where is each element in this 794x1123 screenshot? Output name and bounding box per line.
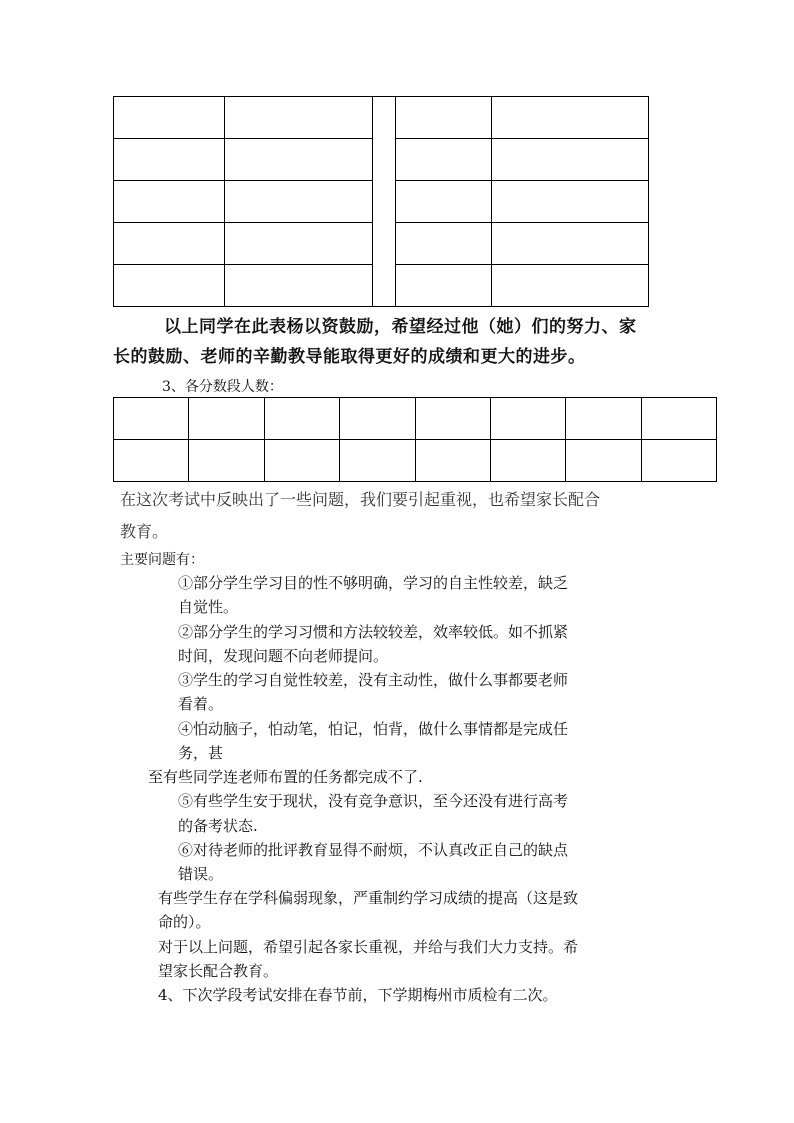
honor-table-left-cell <box>114 265 225 307</box>
problem-4-line-b: 务，甚 <box>178 744 224 762</box>
score-table-cell <box>415 398 490 440</box>
honor-table-right-row <box>396 265 649 307</box>
score-table-cell <box>189 398 264 440</box>
score-table-cell <box>114 440 189 482</box>
problem-3-line-b: 看着。 <box>178 695 224 713</box>
honor-table-right-cell <box>396 97 492 139</box>
problem-1-line-a: ①部分学生学习目的性不够明确，学习的自主性较差，缺乏 <box>178 574 569 592</box>
problem-1-line-b: 自觉性。 <box>178 598 239 616</box>
honor-table-right-cell <box>492 181 649 223</box>
honor-table-right-row <box>396 223 649 265</box>
score-table-cell <box>264 440 339 482</box>
section-3-heading: 3、各分数段人数： <box>162 379 283 395</box>
subject-weakness-line-1: 有些学生存在学科偏弱现象，严重制约学习成绩的提高（这是致 <box>158 889 579 907</box>
honor-table-right-cell <box>492 139 649 181</box>
honor-table-right-cell <box>492 265 649 307</box>
score-table-cell <box>566 398 641 440</box>
honor-table-left-row <box>114 223 373 265</box>
score-table-cell <box>340 398 415 440</box>
honor-table-right-cell <box>396 223 492 265</box>
honor-table-left-cell <box>225 265 373 307</box>
problem-6-line-b: 错误。 <box>178 865 224 883</box>
honor-table-left <box>113 96 373 307</box>
honor-table-right-cell <box>396 265 492 307</box>
problem-3-line-a: ③学生的学习自觉性较差，没有主动性，做什么事都要老师 <box>178 671 569 689</box>
honor-table-left-cell <box>225 139 373 181</box>
honor-table-left-row <box>114 97 373 139</box>
problem-4-line-a: ④怕动脑子，怕动笔，怕记，怕背，做什么事情都是完成任 <box>178 720 569 738</box>
problem-5-line-a: ⑤有些学生安于现状，没有竞争意识，至今还没有进行高考 <box>178 792 569 810</box>
honor-table-left-row <box>114 265 373 307</box>
honor-table-right-cell <box>492 97 649 139</box>
problem-5-line-b: 的备考状态. <box>178 817 258 835</box>
honor-table-right-row <box>396 181 649 223</box>
honor-table-left-cell <box>114 223 225 265</box>
honor-table-right-row <box>396 97 649 139</box>
score-table-cell <box>264 398 339 440</box>
main-problems-label: 主要问题有： <box>120 552 204 568</box>
score-table-cell <box>566 440 641 482</box>
score-table-cell <box>340 440 415 482</box>
honor-table-right-cell <box>492 223 649 265</box>
honor-table-right <box>395 96 649 307</box>
problem-6-line-a: ⑥对待老师的批评教育显得不耐烦，不认真改正自己的缺点 <box>178 841 569 859</box>
honor-table-right-cell <box>396 181 492 223</box>
score-table-row <box>114 398 717 440</box>
praise-line-1: 以上同学在此表杨以资鼓励，希望经过他（她）们的努力、家 <box>164 317 637 337</box>
score-table-cell <box>114 398 189 440</box>
honor-table-left-cell <box>225 181 373 223</box>
parent-request-line-2: 望家长配合教育。 <box>158 962 279 980</box>
score-distribution-table <box>113 397 717 482</box>
honor-table-left-cell <box>225 223 373 265</box>
honor-table-left-cell <box>114 181 225 223</box>
problem-2-line-b: 时间，发现问题不向老师提问。 <box>178 647 389 665</box>
parent-request-line-1: 对于以上问题，希望引起各家长重视，并给与我们大力支持。希 <box>158 938 579 956</box>
honor-table-left-cell <box>114 97 225 139</box>
score-table-cell <box>641 398 716 440</box>
score-table-cell <box>415 440 490 482</box>
section-4-text: 4、下次学段考试安排在春节前，下学期梅州市质检有二次。 <box>158 986 558 1004</box>
praise-line-2: 长的鼓励、老师的辛勤教导能取得更好的成绩和更大的进步。 <box>113 347 586 367</box>
score-table-cell <box>189 440 264 482</box>
honor-table-left-row <box>114 181 373 223</box>
score-table-cell <box>490 440 565 482</box>
problem-2-line-a: ②部分学生的学习习惯和方法较较差，效率较低。如不抓紧 <box>178 623 569 641</box>
honor-table-left-cell <box>114 139 225 181</box>
honor-table-right-cell <box>396 139 492 181</box>
honor-table-left-row <box>114 139 373 181</box>
score-table-row <box>114 440 717 482</box>
honor-table-spacer <box>372 96 396 307</box>
honor-table-left-cell <box>225 97 373 139</box>
honor-table-right-row <box>396 139 649 181</box>
problem-4-line-c: 至有些同学连老师布置的任务都完成不了. <box>148 768 423 786</box>
problem-intro-line-1: 在这次考试中反映出了一些问题，我们要引起重视，也希望家长配合 <box>120 490 601 509</box>
score-table-cell <box>641 440 716 482</box>
score-table-cell <box>490 398 565 440</box>
problem-intro-line-2: 教育。 <box>120 522 169 541</box>
subject-weakness-line-2: 命的）。 <box>158 913 211 931</box>
